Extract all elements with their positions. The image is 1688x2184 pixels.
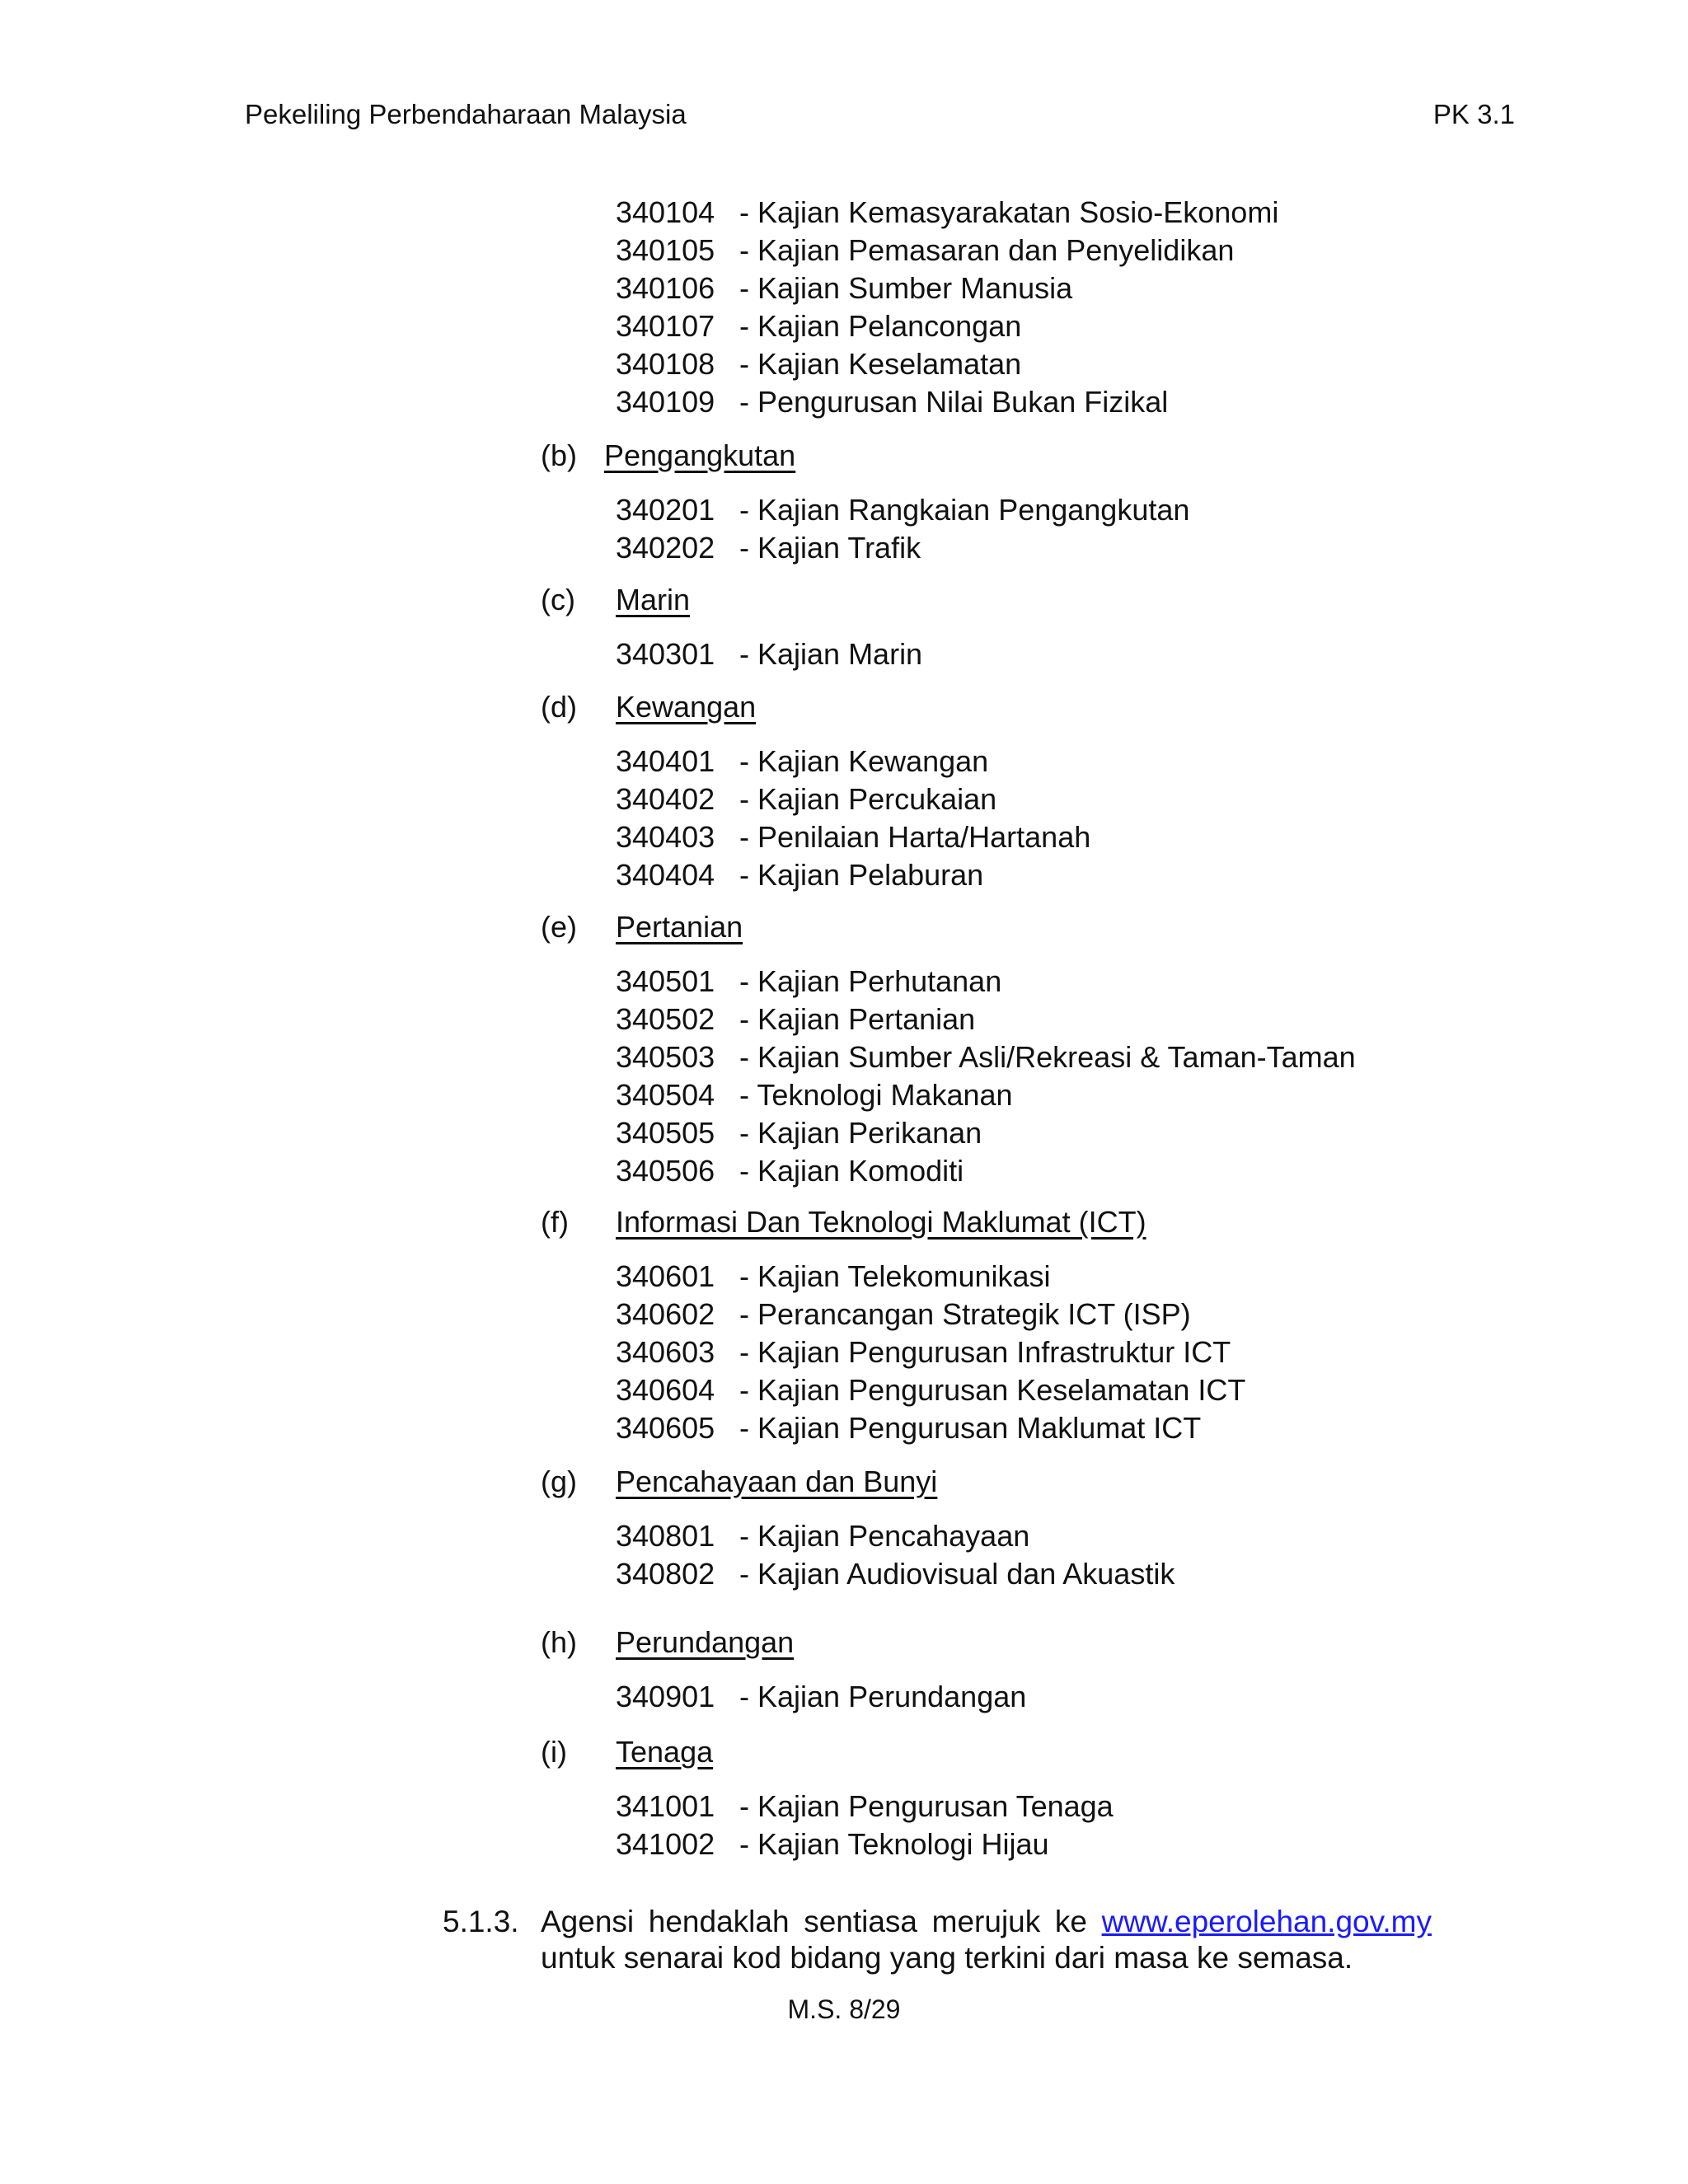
code-label: - Perancangan Strategik ICT (ISP): [739, 1297, 1191, 1331]
paragraph-word: sentiasa: [804, 1905, 917, 1938]
section-heading: [0, 1733, 1688, 1771]
section-items: [616, 1678, 1026, 1716]
section-title: Kewangan: [616, 690, 757, 724]
code-item: [616, 1555, 1175, 1593]
paragraph-word: hendaklah: [648, 1905, 790, 1938]
code-item: [616, 307, 1278, 345]
section-items: [616, 635, 922, 673]
code-number: 341002: [616, 1827, 715, 1861]
code-item: [616, 1517, 1175, 1555]
section-title: Perundangan: [616, 1625, 795, 1659]
code-number: 340802: [616, 1557, 715, 1591]
code-label: - Kajian Kemasyarakatan Sosio-Ekonomi: [739, 195, 1279, 229]
section-items: [616, 1788, 1114, 1863]
code-label: - Kajian Pengurusan Keselamatan ICT: [739, 1373, 1246, 1407]
code-label: - Kajian Pengurusan Infrastruktur ICT: [739, 1335, 1231, 1369]
code-item: [616, 856, 1090, 894]
code-item: [616, 491, 1189, 529]
section-heading: [0, 437, 1688, 475]
code-number: 340109: [616, 385, 715, 419]
code-label: - Kajian Pemasaran dan Penyelidikan: [739, 233, 1235, 267]
section-heading: [0, 1463, 1688, 1501]
code-number: 340505: [616, 1116, 715, 1150]
code-number: 340105: [616, 233, 715, 267]
section-title: Tenaga: [616, 1735, 714, 1769]
code-item: [616, 345, 1278, 383]
code-item: [616, 383, 1278, 421]
section-letter: (c): [541, 583, 575, 616]
code-number: 340503: [616, 1040, 715, 1074]
code-number: 340108: [616, 347, 715, 381]
section-heading: [0, 1624, 1688, 1661]
code-item: [616, 780, 1090, 818]
items-a: [616, 194, 1278, 421]
code-item: [616, 818, 1090, 856]
code-label: - Kajian Pencahayaan: [739, 1519, 1030, 1553]
code-item: [616, 1678, 1026, 1716]
code-label: - Pengurusan Nilai Bukan Fizikal: [739, 385, 1169, 419]
section-title: Pencahayaan dan Bunyi: [616, 1465, 938, 1498]
code-item: [616, 1114, 1356, 1152]
code-number: 340506: [616, 1154, 715, 1188]
code-number: 340604: [616, 1373, 715, 1407]
code-item: [616, 232, 1278, 269]
code-number: 340104: [616, 195, 715, 229]
code-label: - Kajian Teknologi Hijau: [739, 1827, 1049, 1861]
document-header-title: Pekeliling Perbendaharaan Malaysia: [245, 99, 687, 129]
code-label: - Kajian Trafik: [739, 531, 921, 565]
code-item: [616, 1788, 1114, 1825]
section-heading: [0, 581, 1688, 619]
code-label: - Kajian Rangkaian Pengangkutan: [739, 493, 1190, 527]
code-number: 340404: [616, 858, 715, 892]
code-number: 340603: [616, 1335, 715, 1369]
code-number: 340602: [616, 1297, 715, 1331]
code-label: - Kajian Audiovisual dan Akuastik: [739, 1557, 1175, 1591]
section-letter: (d): [541, 690, 577, 724]
code-label: - Kajian Perundangan: [739, 1680, 1027, 1713]
section-title: Pertanian: [616, 910, 743, 944]
paragraph-word: ke: [1054, 1905, 1087, 1938]
section-items: [616, 491, 1189, 567]
code-item: [616, 1076, 1356, 1114]
code-number: 340401: [616, 744, 715, 778]
section-title: Marin: [616, 583, 691, 616]
section-heading: [0, 1203, 1688, 1241]
code-number: 341001: [616, 1789, 715, 1823]
code-number: 340402: [616, 782, 715, 816]
section-items: [616, 963, 1356, 1190]
code-label: - Kajian Pengurusan Maklumat ICT: [739, 1411, 1202, 1445]
section-items: [616, 1517, 1175, 1593]
code-item: [616, 1333, 1245, 1371]
code-label: - Kajian Sumber Asli/Rekreasi & Taman-Taman: [739, 1040, 1356, 1074]
section-title: Pengangkutan: [604, 438, 796, 472]
paragraph-text: [541, 1904, 1432, 1976]
code-number: 340202: [616, 531, 715, 565]
eperolehan-link[interactable]: www.eperolehan.gov.my: [1101, 1905, 1432, 1938]
code-number: 340901: [616, 1680, 715, 1713]
code-item: [616, 529, 1189, 567]
code-item: [616, 1258, 1245, 1296]
code-label: - Penilaian Harta/Hartanah: [739, 820, 1091, 854]
code-item: [616, 635, 922, 673]
code-item: [616, 1409, 1245, 1447]
code-item: [616, 1152, 1356, 1190]
code-label: - Kajian Pelaburan: [739, 858, 984, 892]
code-number: 340403: [616, 820, 715, 854]
code-number: 340605: [616, 1411, 715, 1445]
section-letter: (i): [541, 1735, 567, 1769]
code-label: - Kajian Pengurusan Tenaga: [739, 1789, 1114, 1823]
code-item: [616, 194, 1278, 232]
section-title: Informasi Dan Teknologi Maklumat (ICT): [616, 1205, 1146, 1239]
code-number: 340201: [616, 493, 715, 527]
code-item: [616, 1001, 1356, 1038]
code-label: - Kajian Komoditi: [739, 1154, 964, 1188]
section-letter: (f): [541, 1205, 569, 1239]
section-heading: [0, 908, 1688, 946]
code-label: - Kajian Marin: [739, 637, 923, 671]
section-letter: (e): [541, 910, 577, 944]
paragraph-number: 5.1.3.: [443, 1905, 519, 1938]
code-item: [616, 1296, 1245, 1333]
section-letter: (b): [541, 438, 577, 472]
code-number: 340601: [616, 1259, 715, 1293]
code-item: [616, 1038, 1356, 1076]
code-label: - Kajian Sumber Manusia: [739, 271, 1073, 305]
code-number: 340801: [616, 1519, 715, 1553]
code-label: - Kajian Pelancongan: [739, 309, 1022, 343]
page-number: M.S. 8/29: [787, 1994, 901, 2024]
section-items: [616, 743, 1090, 894]
paragraph-word: Agensi: [541, 1905, 635, 1938]
code-label: - Kajian Kewangan: [739, 744, 989, 778]
code-item: [616, 269, 1278, 307]
code-number: 340301: [616, 637, 715, 671]
code-number: 340504: [616, 1078, 715, 1112]
section-letter: (g): [541, 1465, 577, 1498]
code-label: - Kajian Keselamatan: [739, 347, 1022, 381]
code-item: [616, 963, 1356, 1001]
paragraph-line-2: untuk senarai kod bidang yang terkini dari masa ke semasa.: [541, 1941, 1353, 1975]
paragraph-line-1: [541, 1904, 1432, 1940]
code-item: [616, 743, 1090, 780]
code-item: [616, 1371, 1245, 1409]
section-items: [616, 1258, 1245, 1447]
code-number: 340107: [616, 309, 715, 343]
code-number: 340106: [616, 271, 715, 305]
code-label: - Kajian Telekomunikasi: [739, 1259, 1051, 1293]
code-label: - Teknologi Makanan: [739, 1078, 1013, 1112]
code-label: - Kajian Perhutanan: [739, 964, 1002, 998]
code-number: 340502: [616, 1002, 715, 1036]
code-number: 340501: [616, 964, 715, 998]
section-heading: [0, 688, 1688, 726]
code-label: - Kajian Perikanan: [739, 1116, 982, 1150]
code-label: - Kajian Percukaian: [739, 782, 997, 816]
code-label: - Kajian Pertanian: [739, 1002, 976, 1036]
document-code: PK 3.1: [1432, 99, 1515, 129]
paragraph-word: merujuk: [931, 1905, 1041, 1938]
code-item: [616, 1825, 1114, 1863]
section-letter: (h): [541, 1625, 577, 1659]
